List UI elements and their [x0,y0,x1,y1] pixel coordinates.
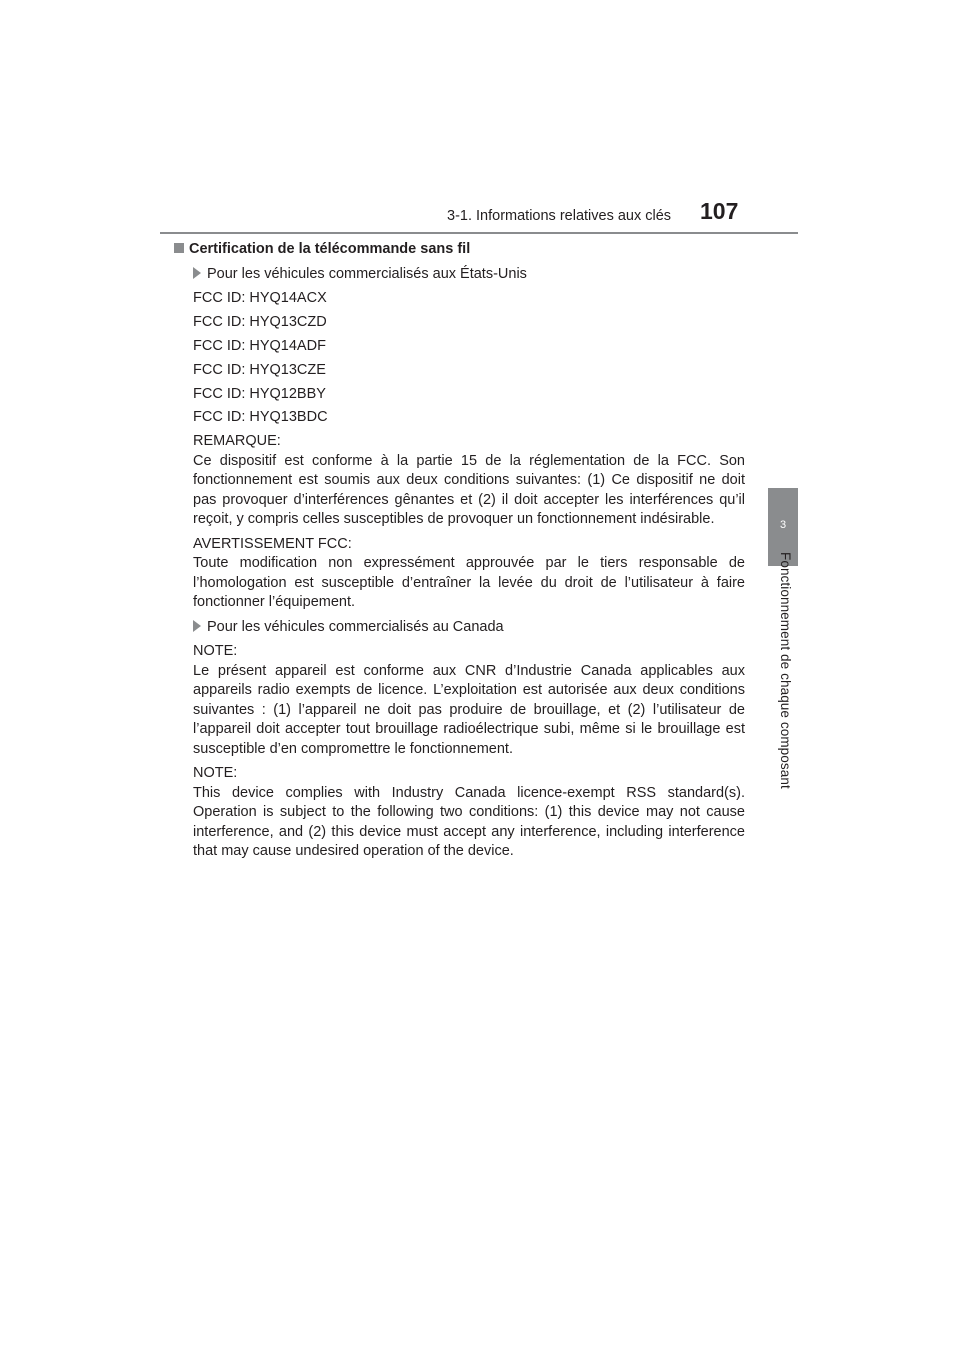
section-heading [174,240,726,260]
avertissement-paragraph [193,535,745,613]
triangle-bullet-icon [193,620,201,632]
note-en-text: This device complies with Industry Canada licence-exempt RSS standard(s). Operation is subject to the following two conditions: (1) this device may not cause interference, and (2) this device must accept any interference, including interference that may cause undesired operation of the device. [193,784,745,860]
triangle-bullet-icon [193,267,201,279]
usa-bullet [193,265,745,285]
remarque-label: REMARQUE: [193,433,281,450]
remarque-text: Ce dispositif est conforme à la partie 15 de la réglementation de la FCC. Son fonctionnement est soumis aux deux conditions suivantes: (1) Ce dispositif ne doit pas provoquer d’interférences gênantes et (2) il doit accepter les interférences qu’il reçoit, y compris celles susceptibles de provoquer un fonctionnement indésirable. [193,452,745,528]
page-number: 107 [700,198,739,224]
page-content [189,240,745,867]
remarque-paragraph [193,432,745,530]
note-en-label: NOTE: [193,765,238,782]
fcc-id-list [193,289,745,428]
note-fr-paragraph [193,642,745,759]
note-en-paragraph [193,764,745,862]
canada-bullet [193,618,745,638]
section-heading-text: Certification de la télécommande sans fil [189,241,471,257]
avertissement-text: Toute modification non expressément approuvée par le tiers responsable de l’homologation est susceptible d’entraîner la levée du droit de l’utilisateur à faire fonctionner l’équipement. [193,555,745,611]
avertissement-label: AVERTISSEMENT FCC: [193,535,352,552]
section-title: 3-1. Informations relatives aux clés [447,208,672,224]
note-fr-text: Le présent appareil est conforme aux CNR d’Industrie Canada applicables aux appareils radio exempts de licence. L’exploitation est autorisée aux deux conditions suivantes : (1) l’appareil ne doit pas produire de brouillage, et (2) l’utilisateur de l’appareil doit accepter tout brouillage radioélectrique subi, même si le brouillage est susceptible d’en compromettre le fonctionnement. [193,662,745,757]
header-divider [160,232,798,234]
chapter-tab-number: 3 [779,519,787,531]
canada-bullet-text: Pour les véhicules commercialisés au Canada [207,618,504,635]
fcc-id-item: FCC ID: HYQ13CZD [193,313,327,330]
fcc-id-item: FCC ID: HYQ13BDC [193,409,328,426]
fcc-id-item: FCC ID: HYQ13CZE [193,361,326,378]
note-fr-label: NOTE: [193,643,238,660]
chapter-label: Fonctionnement de chaque composant [778,552,793,789]
fcc-id-item: FCC ID: HYQ14ACX [193,290,327,306]
fcc-id-item: FCC ID: HYQ14ADF [193,337,326,354]
usa-bullet-text: Pour les véhicules commercialisés aux États-Unis [207,265,527,282]
square-bullet-icon [174,243,184,253]
fcc-id-item: FCC ID: HYQ12BBY [193,385,326,402]
